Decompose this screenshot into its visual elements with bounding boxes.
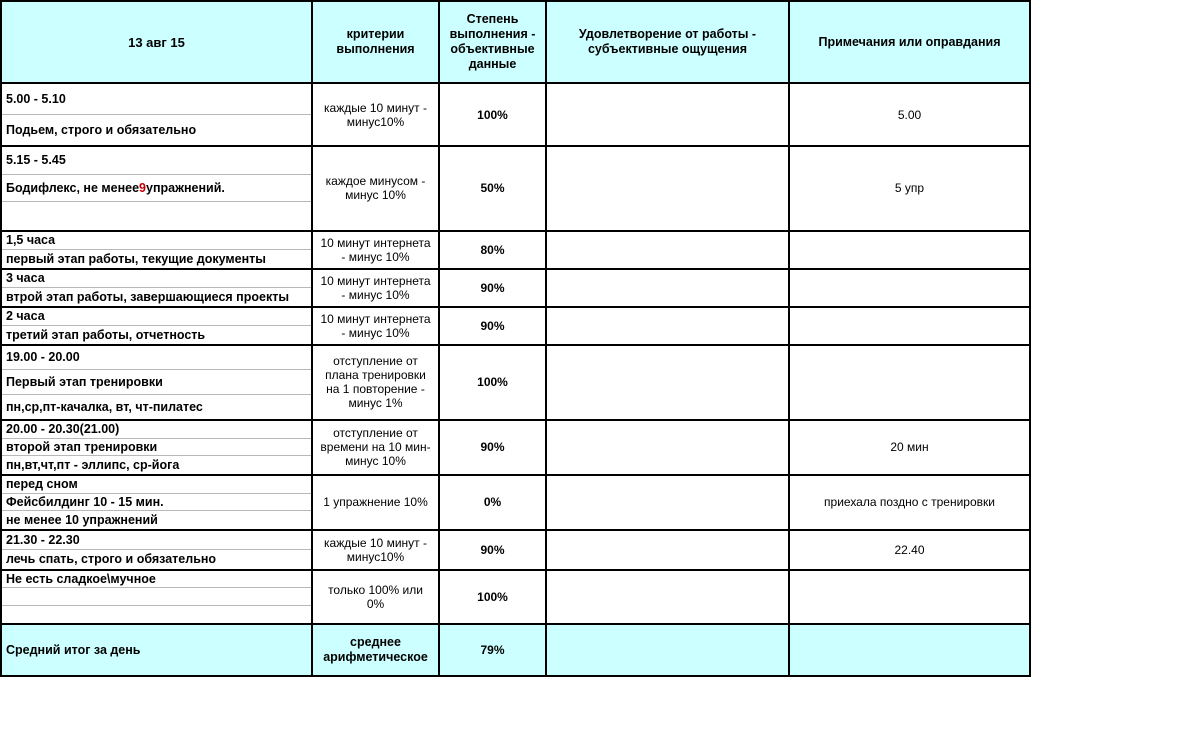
satisfaction-cell[interactable]	[546, 146, 789, 231]
table-row	[1, 307, 1030, 345]
task-line: 2 часа	[2, 308, 311, 326]
criteria-cell[interactable]	[312, 307, 439, 345]
task-cell[interactable]	[1, 269, 312, 307]
header-criteria-line1: критерии	[346, 27, 405, 41]
criteria-line: 10 минут интернета	[320, 273, 431, 288]
criteria-line: плана тренировки	[325, 368, 426, 383]
task-cell[interactable]	[1, 83, 312, 146]
satisfaction-cell[interactable]	[546, 420, 789, 475]
total-row	[1, 624, 1030, 676]
task-line: 1,5 часа	[2, 232, 311, 250]
criteria-cell[interactable]	[312, 530, 439, 570]
criteria-cell[interactable]	[312, 146, 439, 231]
criteria-line: минус 1%	[348, 396, 403, 411]
criteria-cell[interactable]	[312, 83, 439, 146]
task-cell[interactable]	[1, 146, 312, 231]
task-line: второй этап тренировки	[2, 439, 311, 457]
satisfaction-cell[interactable]	[546, 307, 789, 345]
task-line: Фейсбилдинг 10 - 15 мин.	[2, 494, 311, 512]
satisfaction-cell[interactable]	[546, 231, 789, 269]
task-cell[interactable]	[1, 307, 312, 345]
task-line	[2, 606, 311, 623]
criteria-line: - минус 10%	[341, 287, 410, 302]
satisfaction-cell[interactable]	[546, 83, 789, 146]
task-line: третий этап работы, отчетность	[6, 327, 206, 342]
header-satisfaction-line1: Удовлетворение от работы -	[578, 27, 757, 41]
criteria-line: отступление от	[333, 354, 418, 369]
degree-cell[interactable]: 100%	[439, 345, 546, 420]
task-line: пн,вт,чт,пт - эллипс, ср-йога	[6, 457, 180, 472]
criteria-line: каждые 10 минут -	[324, 100, 427, 115]
note-cell[interactable]	[789, 345, 1030, 420]
task-lines	[2, 346, 311, 419]
criteria-line: 10 минут интернета	[320, 235, 431, 250]
header-notes-label: Примечания или оправдания	[818, 34, 1001, 49]
task-cell[interactable]	[1, 345, 312, 420]
task-line: 19.00 - 20.00	[2, 346, 311, 370]
task-cell[interactable]	[1, 475, 312, 530]
task-line: 3 часа	[2, 270, 311, 288]
task-line	[2, 202, 311, 230]
degree-cell[interactable]: 0%	[439, 475, 546, 530]
satisfaction-cell[interactable]	[546, 570, 789, 624]
criteria-line: на 1 повторение -	[326, 382, 425, 397]
criteria-cell[interactable]	[312, 231, 439, 269]
criteria-line: 1 упражнение 10%	[323, 495, 428, 510]
criteria-line: минус 10%	[345, 454, 406, 469]
header-date-cell	[1, 1, 312, 83]
table-row	[1, 475, 1030, 530]
note-cell[interactable]	[789, 570, 1030, 624]
table-row	[1, 146, 1030, 231]
task-cell[interactable]	[1, 231, 312, 269]
task-lines	[2, 308, 311, 344]
note-cell[interactable]	[789, 269, 1030, 307]
header-date-label: 13 авг 15	[128, 34, 185, 50]
degree-cell[interactable]: 80%	[439, 231, 546, 269]
header-criteria-cell	[312, 1, 439, 83]
table-row	[1, 570, 1030, 624]
criteria-line: 10 минут интернета	[320, 311, 431, 326]
task-line: перед сном	[2, 476, 311, 494]
task-lines	[2, 84, 311, 145]
degree-cell[interactable]: 90%	[439, 269, 546, 307]
table-row	[1, 530, 1030, 570]
header-criteria-line2: выполнения	[336, 42, 415, 56]
task-line: не менее 10 упражнений	[6, 512, 158, 527]
header-satisfaction-cell	[546, 1, 789, 83]
table-row	[1, 269, 1030, 307]
task-line: Не есть сладкое\мучное	[2, 571, 311, 588]
header-degree-line2: выполнения -	[449, 27, 536, 41]
criteria-line: минус10%	[346, 114, 405, 129]
criteria-cell[interactable]	[312, 269, 439, 307]
task-line: Бодифлекс, не менее 9 упражнений.	[2, 175, 311, 203]
header-degree-line4: данные	[468, 57, 517, 71]
task-line: Первый этап тренировки	[2, 370, 311, 394]
table-row	[1, 345, 1030, 420]
note-cell[interactable]: 22.40	[789, 530, 1030, 570]
table-row	[1, 420, 1030, 475]
criteria-line: отступление от	[333, 426, 418, 441]
criteria-cell[interactable]	[312, 345, 439, 420]
task-cell[interactable]	[1, 420, 312, 475]
criteria-line: только 100% или	[328, 582, 423, 597]
task-lines	[2, 531, 311, 569]
header-satisfaction-line2: субъективные ощущения	[587, 42, 748, 56]
header-notes-cell	[789, 1, 1030, 83]
task-line: лечь спать, строго и обязательно	[6, 552, 217, 567]
total-criteria-line1: среднее	[350, 634, 401, 649]
total-degree-cell: 79%	[439, 624, 546, 676]
note-cell[interactable]: 5.00	[789, 83, 1030, 146]
criteria-cell[interactable]	[312, 420, 439, 475]
degree-cell[interactable]: 100%	[439, 83, 546, 146]
header-degree-cell	[439, 1, 546, 83]
total-criteria-cell	[312, 624, 439, 676]
criteria-line: - минус 10%	[341, 249, 410, 264]
note-cell[interactable]: 20 мин	[789, 420, 1030, 475]
header-degree-line3: объективные	[450, 42, 535, 56]
header-degree-line1: Степень	[466, 12, 519, 26]
degree-cell[interactable]: 90%	[439, 530, 546, 570]
task-line: 21.30 - 22.30	[2, 531, 311, 550]
task-cell[interactable]	[1, 530, 312, 570]
criteria-line: минус10%	[346, 549, 405, 564]
satisfaction-cell[interactable]	[546, 269, 789, 307]
total-satisfaction-cell	[546, 624, 789, 676]
criteria-line: минус 10%	[345, 188, 406, 203]
task-line: 5.15 - 5.45	[2, 147, 311, 175]
task-line: втрой этап работы, завершающиеся проекты	[6, 289, 289, 304]
criteria-line: 0%	[366, 596, 385, 611]
task-line: пн,ср,пт-качалка, вт, чт-пилатес	[6, 399, 203, 414]
note-cell[interactable]	[789, 231, 1030, 269]
criteria-cell[interactable]	[312, 475, 439, 530]
table-row	[1, 231, 1030, 269]
degree-cell[interactable]: 50%	[439, 146, 546, 231]
table-row	[1, 83, 1030, 146]
task-cell[interactable]	[1, 570, 312, 624]
task-line	[2, 588, 311, 605]
criteria-line: - минус 10%	[341, 325, 410, 340]
task-lines	[2, 421, 311, 474]
criteria-line: каждое минусом -	[325, 174, 426, 189]
note-cell[interactable]: 5 упр	[789, 146, 1030, 231]
satisfaction-cell[interactable]	[546, 530, 789, 570]
note-cell[interactable]	[789, 307, 1030, 345]
table-body	[1, 1, 1030, 676]
note-cell[interactable]: приехала поздно с тренировки	[789, 475, 1030, 530]
criteria-line: каждые 10 минут -	[324, 535, 427, 550]
task-line: 5.00 - 5.10	[2, 84, 311, 115]
degree-cell[interactable]: 90%	[439, 420, 546, 475]
satisfaction-cell[interactable]	[546, 475, 789, 530]
total-label-cell: Средний итог за день	[1, 624, 312, 676]
task-lines	[2, 270, 311, 306]
satisfaction-cell[interactable]	[546, 345, 789, 420]
total-note-cell	[789, 624, 1030, 676]
task-line: 20.00 - 20.30(21.00)	[2, 421, 311, 439]
criteria-cell[interactable]	[312, 570, 439, 624]
task-lines	[2, 571, 311, 623]
criteria-line: времени на 10 мин-	[320, 440, 431, 455]
degree-cell[interactable]: 90%	[439, 307, 546, 345]
degree-cell[interactable]: 100%	[439, 570, 546, 624]
task-lines	[2, 147, 311, 230]
task-line: Подьем, строго и обязательно	[6, 122, 197, 137]
task-lines	[2, 476, 311, 529]
task-lines	[2, 232, 311, 268]
task-line: первый этап работы, текущие документы	[6, 251, 266, 266]
total-criteria-line2: арифметическое	[323, 649, 428, 664]
table-header-row	[1, 1, 1030, 83]
